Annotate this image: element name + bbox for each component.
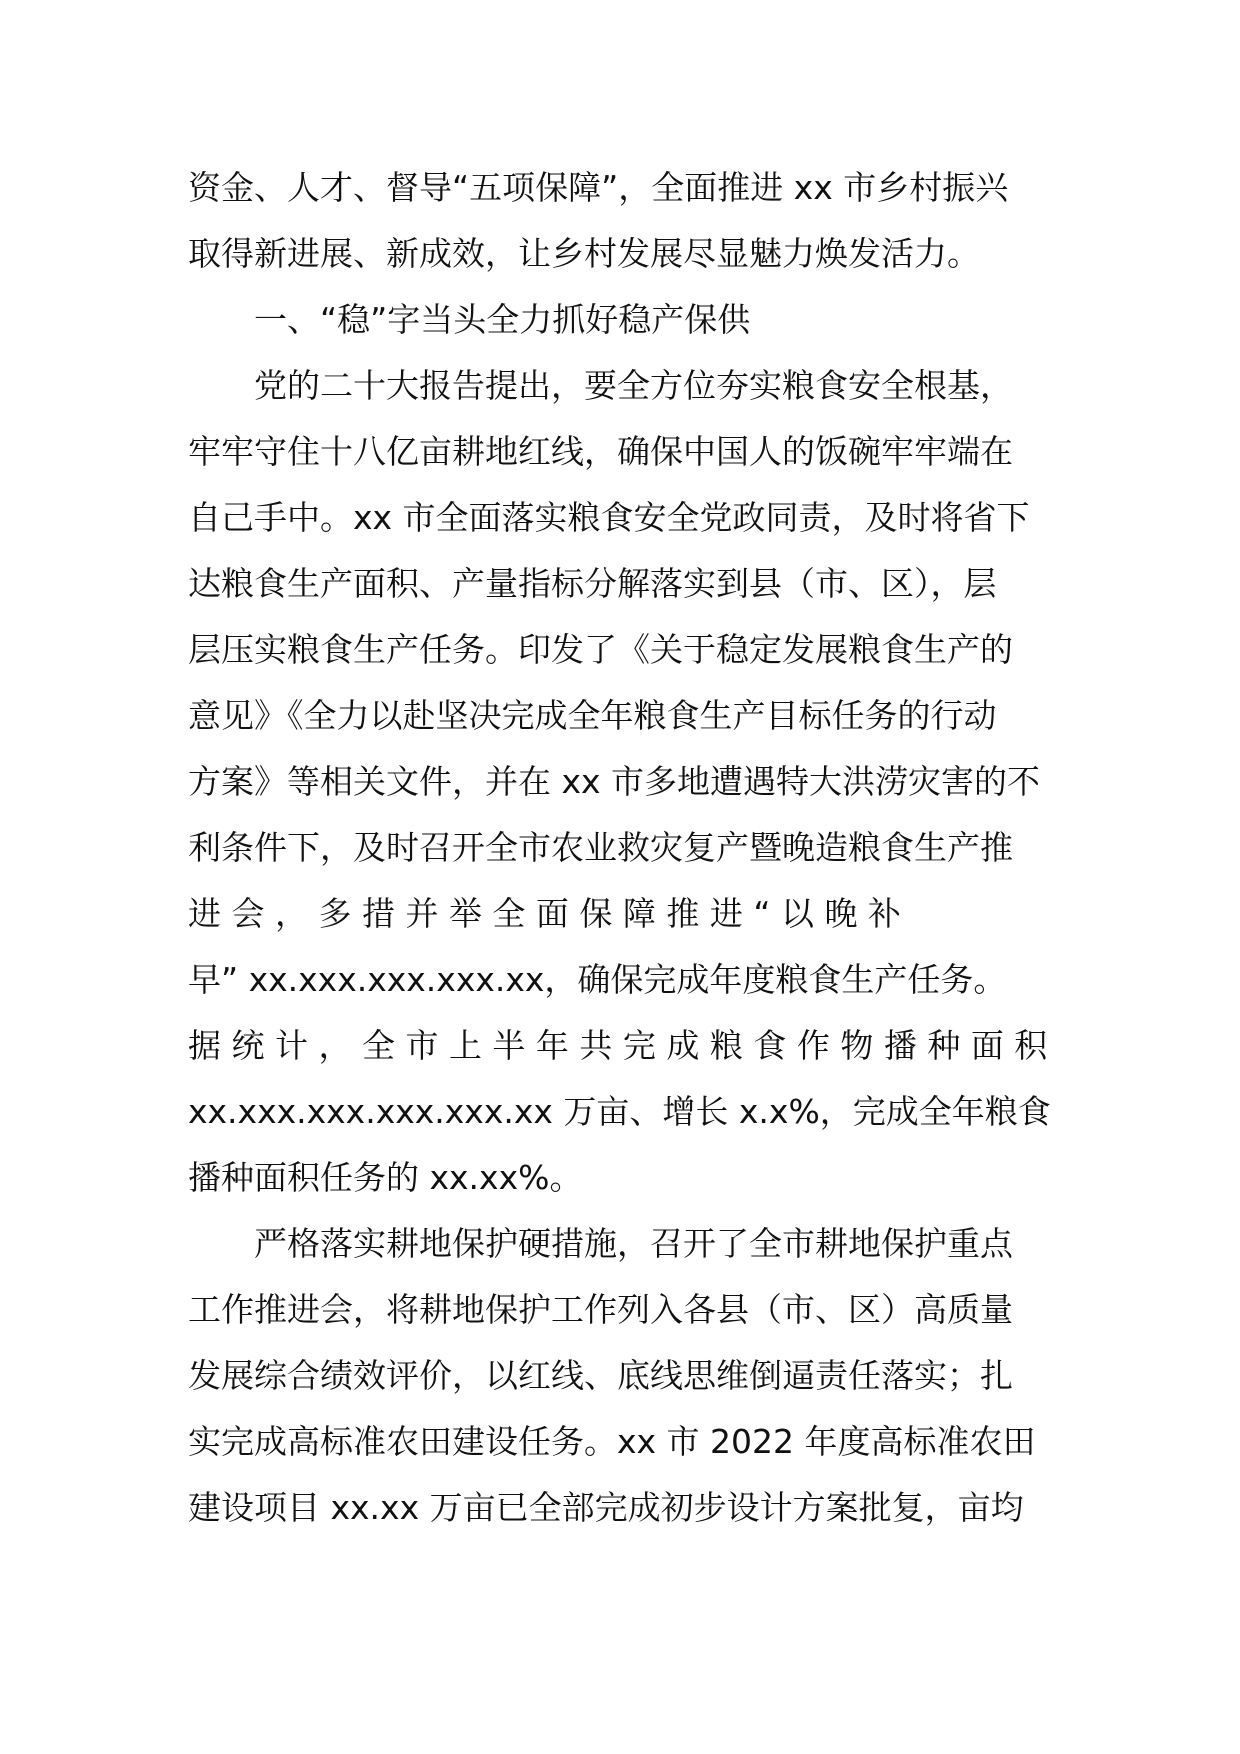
text-line-5: 牢牢守住十八亿亩耕地红线，确保中国人的饭碗牢牢端在 bbox=[188, 432, 1013, 471]
text-line-17: 严格落实耕地保护硬措施，召开了全市耕地保护重点 bbox=[254, 1224, 1013, 1263]
text-line-19: 发展综合绩效评价，以红线、底线思维倒逼责任落实；扎 bbox=[188, 1356, 1013, 1395]
text-line-10: 方案》等相关文件，并在 xx 市多地遭遇特大洪涝灾害的不 bbox=[188, 762, 1041, 801]
text-line-15: xx.xxx.xxx.xxx.xxx.xx 万亩、增长 x.x%，完成全年粮食 bbox=[188, 1092, 1051, 1131]
text-line-12: 进 会 ， 多 措 并 举 全 面 保 障 推 进 “ 以 晚 补 bbox=[188, 894, 901, 933]
text-line-20: 实完成高标准农田建设任务。xx 市 2022 年度高标准农田 bbox=[188, 1422, 1036, 1461]
text-line-6: 自己手中。xx 市全面落实粮食安全党政同责，及时将省下 bbox=[188, 498, 1030, 537]
text-line-14: 据 统 计 ， 全 市 上 半 年 共 完 成 粮 食 作 物 播 种 面 积 bbox=[188, 1026, 1048, 1065]
text-line-9: 意见》《全力以赴坚决完成全年粮食生产目标任务的行动 bbox=[188, 696, 997, 735]
section-heading: 一、“稳”字当头全力抓好稳产保供 bbox=[254, 300, 751, 339]
text-line-18: 工作推进会，将耕地保护工作列入各县（市、区）高质量 bbox=[188, 1290, 1013, 1329]
text-line-21: 建设项目 xx.xx 万亩已全部完成初步设计方案批复，亩均 bbox=[188, 1488, 1024, 1527]
text-line-11: 利条件下，及时召开全市农业救灾复产暨晚造粮食生产推 bbox=[188, 828, 1013, 867]
text-line-7: 达粮食生产面积、产量指标分解落实到县（市、区），层 bbox=[188, 564, 997, 603]
text-line-2: 取得新进展、新成效，让乡村发展尽显魅力焕发活力。 bbox=[188, 234, 980, 273]
text-line-4: 党的二十大报告提出，要全方位夯实粮食安全根基， bbox=[254, 366, 1013, 405]
text-line-13: 早” xx.xxx.xxx.xxx.xx，确保完成年度粮食生产任务。 bbox=[188, 960, 1007, 999]
text-line-1: 资金、人才、督导“五项保障”，全面推进 xx 市乡村振兴 bbox=[188, 168, 1009, 207]
text-line-8: 层压实粮食生产任务。印发了《关于稳定发展粮食生产的 bbox=[188, 630, 1013, 669]
text-line-16: 播种面积任务的 xx.xx%。 bbox=[188, 1158, 583, 1197]
document-page bbox=[188, 155, 1052, 1541]
